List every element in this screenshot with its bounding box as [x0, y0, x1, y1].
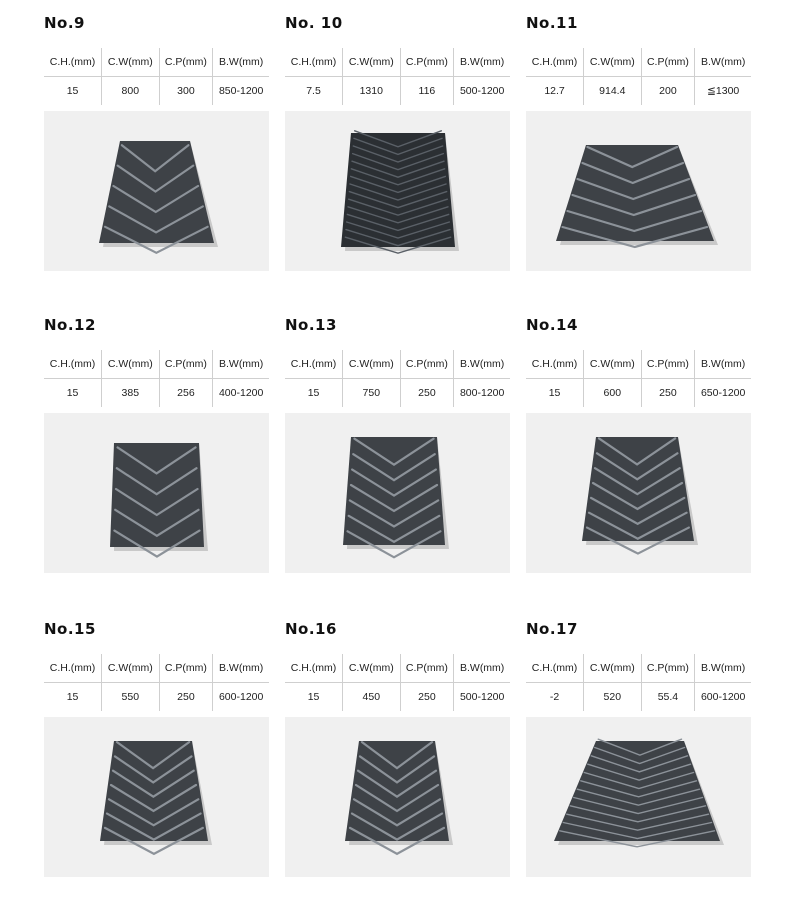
value-cw: 914.4 — [584, 77, 641, 106]
product-card-no10 — [285, 12, 510, 271]
value-cp: 300 — [159, 77, 213, 106]
value-bw: 500-1200 — [459, 85, 505, 97]
value-bw: 500-1200 — [459, 691, 505, 703]
product-card-no9 — [44, 12, 269, 271]
value-cp: 256 — [159, 379, 213, 408]
product-title: No. 10 — [285, 14, 343, 32]
value-bw: 650-1200 — [700, 387, 746, 399]
value-bw: ≦1300 — [707, 85, 740, 97]
belt-illustration — [526, 111, 751, 271]
product-title: No.14 — [526, 316, 578, 334]
header-ch: C.H.(mm) — [285, 654, 343, 683]
belt-illustration — [44, 111, 269, 271]
belt-photo — [285, 413, 510, 573]
header-cw: C.W(mm) — [584, 48, 641, 77]
belt-body — [343, 437, 445, 545]
value-cw: 600 — [584, 379, 641, 408]
spec-table — [44, 654, 269, 711]
value-cp: 250 — [641, 379, 695, 408]
header-ch: C.H.(mm) — [526, 350, 584, 379]
product-title: No.9 — [44, 14, 85, 32]
value-bw: 400-1200 — [218, 387, 264, 399]
value-cw: 750 — [343, 379, 400, 408]
value-bw: 850-1200 — [218, 85, 264, 97]
belt-illustration — [44, 413, 269, 573]
header-ch: C.H.(mm) — [44, 350, 102, 379]
belt-photo — [285, 111, 510, 271]
belt-illustration — [285, 413, 510, 573]
product-card-no12 — [44, 314, 269, 573]
belt-body — [556, 145, 714, 241]
header-ch: C.H.(mm) — [285, 350, 343, 379]
value-ch: 12.7 — [526, 77, 584, 106]
header-cp: C.P(mm) — [400, 48, 454, 77]
product-card-no16 — [285, 618, 510, 877]
belt-photo — [285, 717, 510, 877]
value-ch: 7.5 — [285, 77, 343, 106]
belt-illustration — [285, 717, 510, 877]
header-cp: C.P(mm) — [159, 350, 213, 379]
header-bw: B.W(mm) — [213, 350, 269, 379]
value-ch: 15 — [44, 77, 102, 106]
product-title: No.12 — [44, 316, 96, 334]
value-bw: 600-1200 — [218, 691, 264, 703]
header-cw: C.W(mm) — [102, 654, 159, 683]
header-cw: C.W(mm) — [584, 654, 641, 683]
header-cp: C.P(mm) — [400, 654, 454, 683]
belt-photo — [44, 413, 269, 573]
spec-table — [285, 48, 510, 105]
header-bw: B.W(mm) — [213, 654, 269, 683]
value-bw: 600-1200 — [700, 691, 746, 703]
product-card-no15 — [44, 618, 269, 877]
header-cw: C.W(mm) — [343, 654, 400, 683]
value-cw: 450 — [343, 683, 400, 712]
product-title: No.13 — [285, 316, 337, 334]
header-bw: B.W(mm) — [454, 350, 510, 379]
value-ch: 15 — [285, 379, 343, 408]
value-cw: 385 — [102, 379, 159, 408]
spec-table — [285, 350, 510, 407]
belt-photo — [526, 111, 751, 271]
value-ch: 15 — [44, 683, 102, 712]
header-cp: C.P(mm) — [159, 48, 213, 77]
header-cp: C.P(mm) — [159, 654, 213, 683]
header-ch: C.H.(mm) — [44, 48, 102, 77]
value-cp: 250 — [159, 683, 213, 712]
header-bw: B.W(mm) — [213, 48, 269, 77]
belt-photo — [44, 111, 269, 271]
header-cw: C.W(mm) — [343, 350, 400, 379]
value-ch: -2 — [526, 683, 584, 712]
header-bw: B.W(mm) — [695, 654, 751, 683]
product-card-no13 — [285, 314, 510, 573]
product-card-no17 — [526, 618, 751, 877]
header-cp: C.P(mm) — [641, 48, 695, 77]
spec-table — [285, 654, 510, 711]
value-cw: 800 — [102, 77, 159, 106]
spec-table — [44, 350, 269, 407]
product-title: No.16 — [285, 620, 337, 638]
value-cp: 200 — [641, 77, 695, 106]
header-ch: C.H.(mm) — [285, 48, 343, 77]
header-ch: C.H.(mm) — [44, 654, 102, 683]
belt-photo — [526, 717, 751, 877]
value-ch: 15 — [285, 683, 343, 712]
value-cw: 550 — [102, 683, 159, 712]
header-bw: B.W(mm) — [695, 48, 751, 77]
belt-illustration — [526, 413, 751, 573]
belt-illustration — [526, 717, 751, 877]
header-bw: B.W(mm) — [454, 48, 510, 77]
header-cw: C.W(mm) — [584, 350, 641, 379]
header-cw: C.W(mm) — [102, 48, 159, 77]
belt-photo — [44, 717, 269, 877]
value-bw: 800-1200 — [459, 387, 505, 399]
header-cw: C.W(mm) — [102, 350, 159, 379]
product-title: No.11 — [526, 14, 578, 32]
spec-table — [526, 48, 751, 105]
header-cp: C.P(mm) — [641, 350, 695, 379]
value-cp: 250 — [400, 379, 454, 408]
header-cp: C.P(mm) — [400, 350, 454, 379]
value-cw: 520 — [584, 683, 641, 712]
value-cp: 116 — [400, 77, 454, 106]
spec-table — [526, 654, 751, 711]
product-title: No.17 — [526, 620, 578, 638]
belt-photo — [526, 413, 751, 573]
header-ch: C.H.(mm) — [526, 48, 584, 77]
belt-illustration — [44, 717, 269, 877]
spec-table — [526, 350, 751, 407]
header-cp: C.P(mm) — [641, 654, 695, 683]
value-cp: 250 — [400, 683, 454, 712]
value-cp: 55.4 — [641, 683, 695, 712]
header-bw: B.W(mm) — [695, 350, 751, 379]
header-bw: B.W(mm) — [454, 654, 510, 683]
product-card-no11 — [526, 12, 751, 271]
header-cw: C.W(mm) — [343, 48, 400, 77]
product-title: No.15 — [44, 620, 96, 638]
product-card-no14 — [526, 314, 751, 573]
spec-table — [44, 48, 269, 105]
value-ch: 15 — [44, 379, 102, 408]
value-ch: 15 — [526, 379, 584, 408]
header-ch: C.H.(mm) — [526, 654, 584, 683]
value-cw: 1310 — [343, 77, 400, 106]
belt-illustration — [285, 111, 510, 271]
